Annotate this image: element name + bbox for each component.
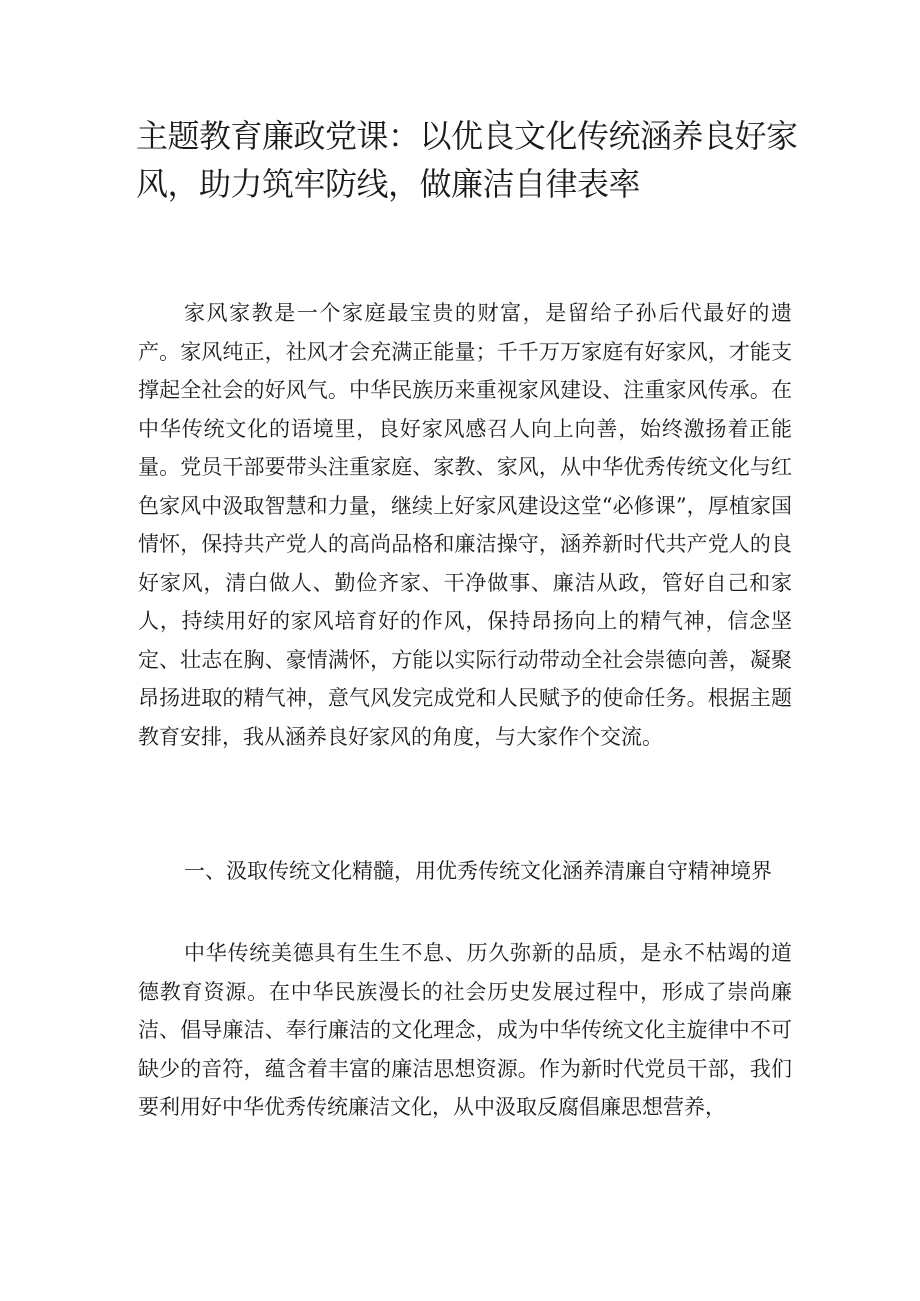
intro-paragraph: 家风家教是一个家庭最宝贵的财富，是留给子孙后代最好的遗产。家风纯正，社风才会充满正能量；千千万万家庭有好家风，才能支撑起全社会的好风气。中华民族历来重视家风建设、注重家风传承。在中华传统文化的语境里，良好家风感召人向上向善，始终激扬着正能量。党员干部要带头注重家庭、家教、家风，从中华优秀传统文化与红色家风中汲取智慧和力量，继续上好家风建设这堂“必修课”，厚植家国情怀，保持共产党人的高尚品格和廉洁操守，涵养新时代共产党人的良好家风，清白做人、勤俭齐家、干净做事、廉洁从政，管好自己和家人，持续用好的家风培育好的作风，保持昂扬向上的精气神，信念坚定、壮志在胸、豪情满怀，方能以实际行动带动全社会崇德向善，凝聚昂扬进取的精气神，意气风发完成党和人民赋予的使命任务。根据主题教育安排，我从涵养良好家风的角度，与大家作个交流。 bbox=[138, 301, 792, 749]
section-1-heading: 一、汲取传统文化精髓，用优秀传统文化涵养清廉自守精神境界 bbox=[184, 859, 772, 883]
section-1-paragraph: 中华传统美德具有生生不息、历久弥新的品质，是永不枯竭的道德教育资源。在中华民族漫长的社会历史发展过程中，形成了崇尚廉洁、倡导廉洁、奉行廉洁的文化理念，成为中华传统文化主旋律中不可缺少的音符，蕴含着丰富的廉洁思想资源。作为新时代党员干部，我们要利用好中华优秀传统廉洁文化，从中汲取反腐倡廉思想营养， bbox=[138, 941, 792, 1119]
document-title-line-2: 风，助力筑牢防线，做廉洁自律表率 bbox=[136, 165, 641, 203]
document-title-line-1: 主题教育廉政党课：以优良文化传统涵养良好家 bbox=[136, 117, 798, 155]
document-title bbox=[136, 112, 796, 208]
